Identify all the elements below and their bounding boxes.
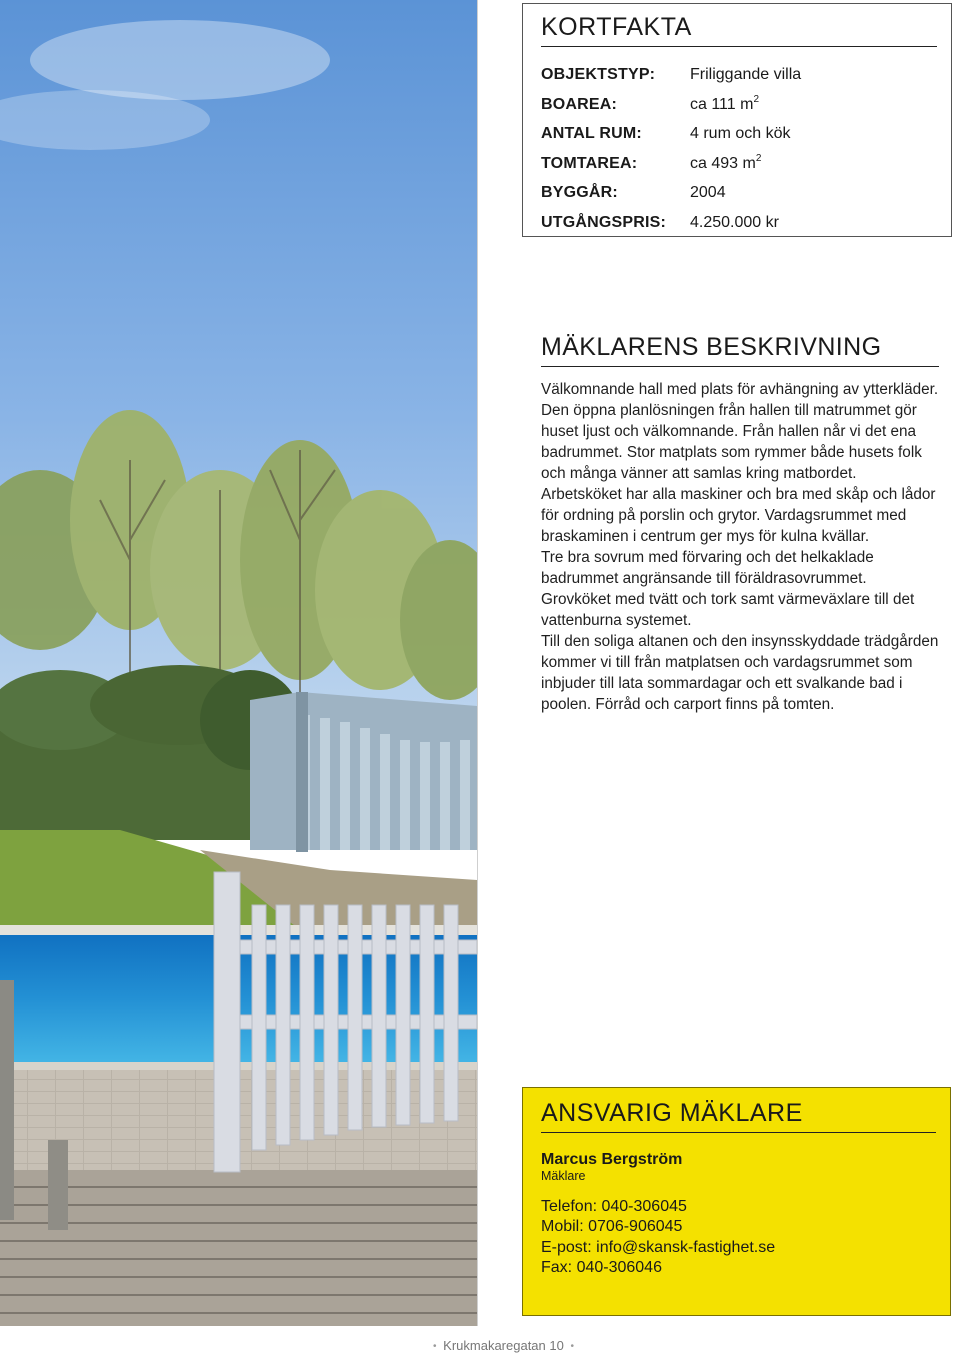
fact-row-objektstyp: [541, 61, 937, 91]
bullet-icon: •: [433, 1341, 437, 1352]
agent-phone: Telefon: 040-306045: [541, 1197, 687, 1215]
fact-box-title: KORTFAKTA: [541, 14, 937, 47]
garden-pool-photo: [0, 0, 477, 1326]
agent-name: Marcus Bergström: [541, 1150, 683, 1168]
fact-row-tomtarea: [541, 149, 937, 179]
fact-box: [522, 3, 952, 237]
description-paragraph: Till den soliga altanen och den insynsskyddade trädgården kommer vi till från matplatsen och vardagsrummet som inbjuder till lata sommardagar och ett svalkande bad i poolen. Förråd och carport finns på tomten.: [541, 632, 939, 713]
responsible-agent-box: [522, 1087, 951, 1316]
agent-role: Mäklare: [541, 1168, 586, 1183]
fact-row-boarea: [541, 90, 937, 120]
fact-row-utgangspris: [541, 208, 937, 238]
fact-label: BOAREA:: [541, 95, 618, 113]
fact-label: ANTAL RUM:: [541, 125, 642, 143]
agent-fax: Fax: 040-306046: [541, 1259, 662, 1276]
fact-row-antal-rum: [541, 120, 937, 150]
fact-label: OBJEKTSTYP:: [541, 66, 656, 84]
fact-row-byggar: [541, 179, 937, 209]
description-paragraph: Tre bra sovrum med förvaring och det helkaklade badrummet angränsande till föräldrasovrummet.: [541, 548, 874, 587]
fact-value: 2004: [690, 184, 726, 202]
bullet-icon: •: [570, 1341, 574, 1352]
agent-email[interactable]: E-post: info@skansk-fastighet.se: [541, 1238, 776, 1256]
fact-value: 4.250.000 kr: [690, 213, 779, 231]
property-photo: [0, 0, 478, 1326]
fact-label: BYGGÅR:: [541, 184, 618, 202]
agent-description: [541, 334, 939, 715]
description-title: MÄKLARENS BESKRIVNING: [541, 334, 939, 367]
fact-list: [541, 61, 937, 238]
agent-box-title: ANSVARIG MÄKLARE: [541, 1100, 936, 1133]
description-paragraph: Grovköket med tvätt och tork samt värmeväxlare till det vattenburna systemet.: [541, 590, 915, 629]
description-paragraph: Välkomnande hall med plats för avhängning av ytterkläder. Den öppna planlösningen från hallen till matrummet gör huset ljust och välkomnande. Från hallen når vi det ena badrummet. Stor matplats som rymmer både husets folk och många vänner att samlas kring matbordet. Arbetsköket har alla maskiner och bra med skåp och lådor för ordning på porslin och grytor. Vardagsrummet med braskaminen i centrum ger mys för kulna kvällar.: [541, 380, 939, 545]
agent-mobile: Mobil: 0706-906045: [541, 1218, 683, 1235]
fact-value: 4 rum och kök: [690, 125, 791, 143]
description-body: [541, 379, 939, 715]
fact-value: ca 111 $m^2$: [690, 93, 759, 113]
fact-label: UTGÅNGSPRIS:: [541, 213, 667, 231]
fact-value: ca 493 $m^2$: [690, 152, 762, 172]
page-footer: [0, 1338, 960, 1353]
footer-address: Krukmakaregatan 10: [443, 1338, 564, 1353]
agent-contacts: [541, 1197, 936, 1279]
fact-label: TOMTAREA:: [541, 154, 638, 172]
fact-value: Friliggande villa: [690, 66, 802, 84]
